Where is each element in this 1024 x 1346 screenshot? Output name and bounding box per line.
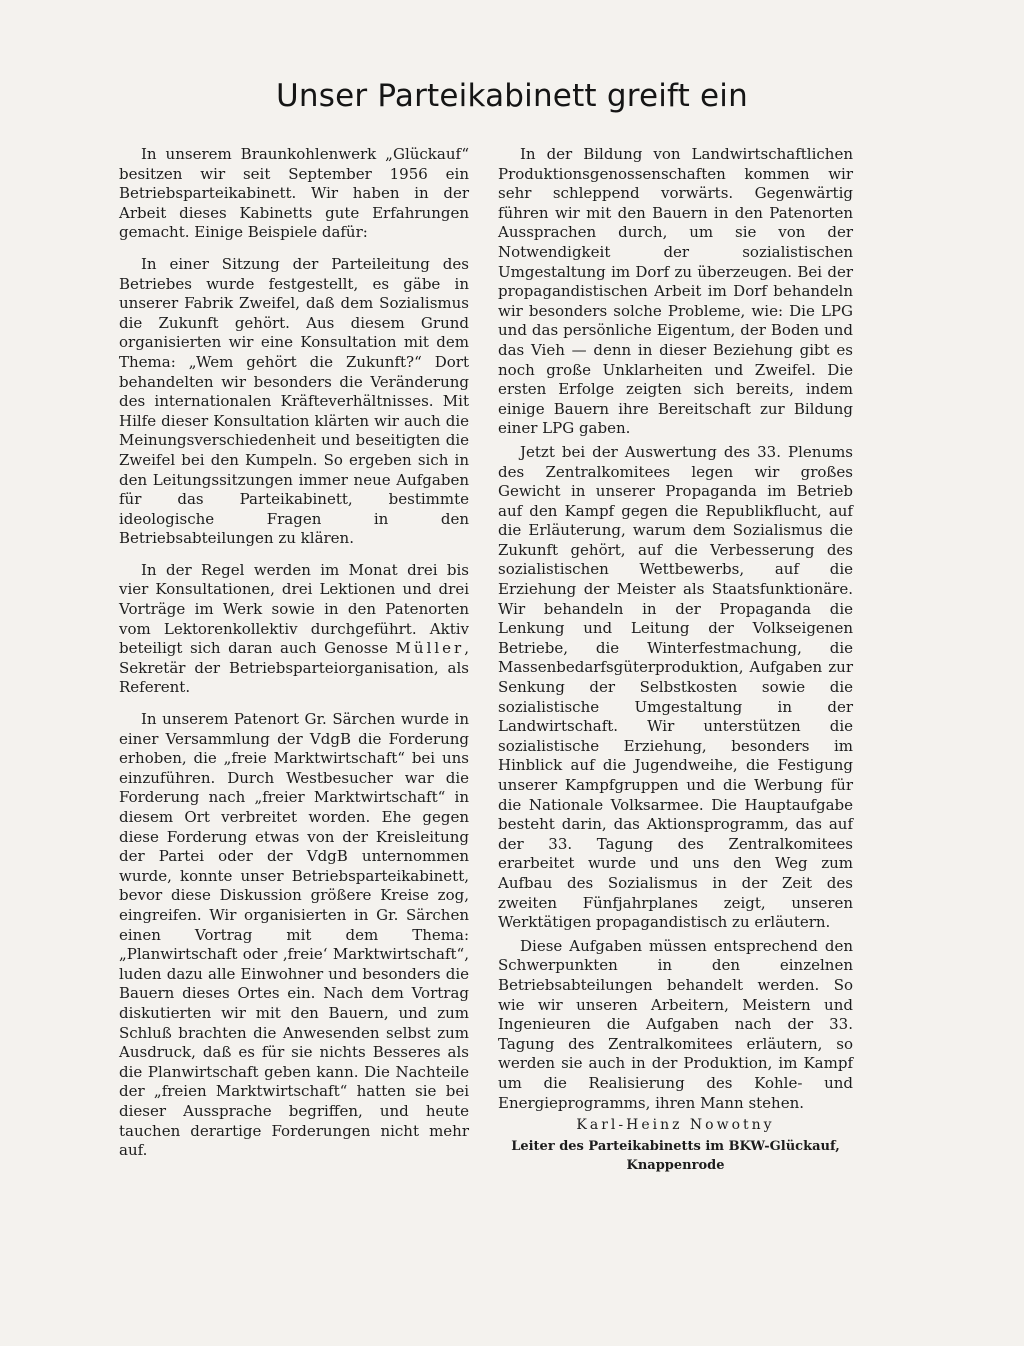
left-paragraph-3 [119,561,469,698]
right-column [498,145,853,1174]
article-title: Unser Parteikabinett greift ein [276,78,748,114]
author-location: Knappenrode [626,1157,725,1173]
author-signature: Karl-Heinz Nowotny [576,1117,775,1134]
right-paragraph-2: Jetzt bei der Auswertung des 33. Plenums des Zentralkomitees legen wir großes Gewicht in unserer Propaganda im Betrieb auf den Kampf gegen die Republikflucht, auf die Erläuterung, warum dem Sozialismus die Zukunft gehört, auf die Verbesserung des sozialistischen Wettbewerbs, auf die Erziehung der Meister als Staatsfunktionäre. Wir behandeln in der Propaganda die Lenkung und Leitung der Volkseigenen Betriebe, die Winterfestmachung, die Massenbedarfsgüterproduktion, Aufgaben zur Senkung der Selbstkosten sowie die sozialistische Umgestaltung in der Landwirtschaft. Wir unterstützen die sozialistische Erziehung, besonders im Hinblick auf die Jugendweihe, die Festigung unserer Kampfgruppen und die Werbung für die Nationale Volksarmee. Die Hauptaufgabe besteht darin, das Aktionsprogramm, das auf der 33. Tagung des Zentralkomitees erarbeitet wurde und uns den Weg zum Aufbau des Sozialismus in der Zeit des zweiten Fünfjahrplanes zeigt, unseren Werktätigen propagandistisch zu erläutern. [498,442,853,932]
person-name-mueller: Müller [395,639,465,658]
left-paragraph-2: In einer Sitzung der Parteileitung des Betriebes wurde festgestellt, es gäbe in unserer Fabrik Zweifel, daß dem Sozialismus die Zukunft gehört. Aus diesem Grund organisierten wir eine Konsultation mit dem Thema: „Wem gehört die Zukunft?“ Dort behandelten wir besonders die Veränderung des internationalen Kräfteverhältnisses. Mit Hilfe dieser Konsultation klärten wir auch die Meinungsverschiedenheit und beseitigten die Zweifel bei den Kumpeln. So ergeben sich in den Leitungssitzungen immer neue Aufgaben für das Parteikabinett, bestimmte ideologische Fragen in den Betriebsabteilungen zu klären. [119,254,469,548]
author-role: Leiter des Parteikabinetts im BKW-Glückauf, [511,1138,840,1154]
left-paragraph-3-start: In der Regel werden im Monat drei bis vier Konsultationen, drei Lektionen und drei Vorträge im Werk sowie in den Patenorten vom Lektorenkollektiv durchgeführt. Aktiv beteiligt sich daran auch Genosse [119,560,469,658]
right-paragraph-3: Diese Aufgaben müssen entsprechend den Schwerpunkten in den einzelnen Betriebsabteilungen behandelt werden. So wie wir unseren Arbeitern, Meistern und Ingenieuren die Aufgaben nach der 33. Tagung des Zentralkomitees erläutern, so werden sie auch in der Produktion, im Kampf um die Realisierung des Kohle- und Energieprogramms, ihren Mann stehen. [498,936,853,1112]
left-column [119,145,469,1161]
left-paragraph-3-end: , Sekretär der Betriebsparteiorganisation, als Referent. [119,639,469,697]
left-paragraph-4: In unserem Patenort Gr. Särchen wurde in einer Versammlung der VdgB die Forderung erhoben, die „freie Marktwirtschaft“ bei uns einzuführen. Durch Westbesucher war die Forderung nach „freier Marktwirtschaft“ in diesem Ort verbreitet worden. Ehe gegen diese Forderung etwas von der Kreisleitung der Partei oder der VdgB unternommen wurde, konnte unser Betriebsparteikabinett, bevor diese Diskussion größere Kreise zog, eingreifen. Wir organisierten in Gr. Särchen einen Vortrag mit dem Thema: „Planwirtschaft oder ‚freie‘ Marktwirtschaft“, luden dazu alle Einwohner und besonders die Bauern dieses Ortes ein. Nach dem Vortrag diskutierten wir mit den Bauern, und zum Schluß brachten die Anwesenden selbst zum Ausdruck, daß es für sie nichts Besseres als die Planwirtschaft geben kann. Die Nachteile der „freien Marktwirtschaft“ hatten sie bei dieser Aussprache begriffen, und heute tauchen derartige Forderungen nicht mehr auf. [119,710,469,1160]
right-paragraph-1: In der Bildung von Landwirtschaftlichen Produktionsgenossenschaften kommen wir sehr schleppend vorwärts. Gegenwärtig führen wir mit den Bauern in den Patenorten Aussprachen durch, um sie von der Notwendigkeit der sozialistischen Umgestaltung im Dorf zu überzeugen. Bei der propagandistischen Arbeit im Dorf behandeln wir besonders solche Probleme, wie: Die LPG und das persönliche Eigentum, der Boden und das Vieh — denn in dieser Beziehung gibt es noch große Unklarheiten und Zweifel. Die ersten Erfolge zeigten sich bereits, indem einige Bauern ihre Bereitschaft zur Bildung einer LPG gaben. [498,145,853,438]
left-paragraph-1: In unserem Braunkohlenwerk „Glückauf“ besitzen wir seit September 1956 ein Betriebsparteikabinett. Wir haben in der Arbeit dieses Kabinetts gute Erfahrungen gemacht. Einige Beispiele dafür: [119,145,469,242]
